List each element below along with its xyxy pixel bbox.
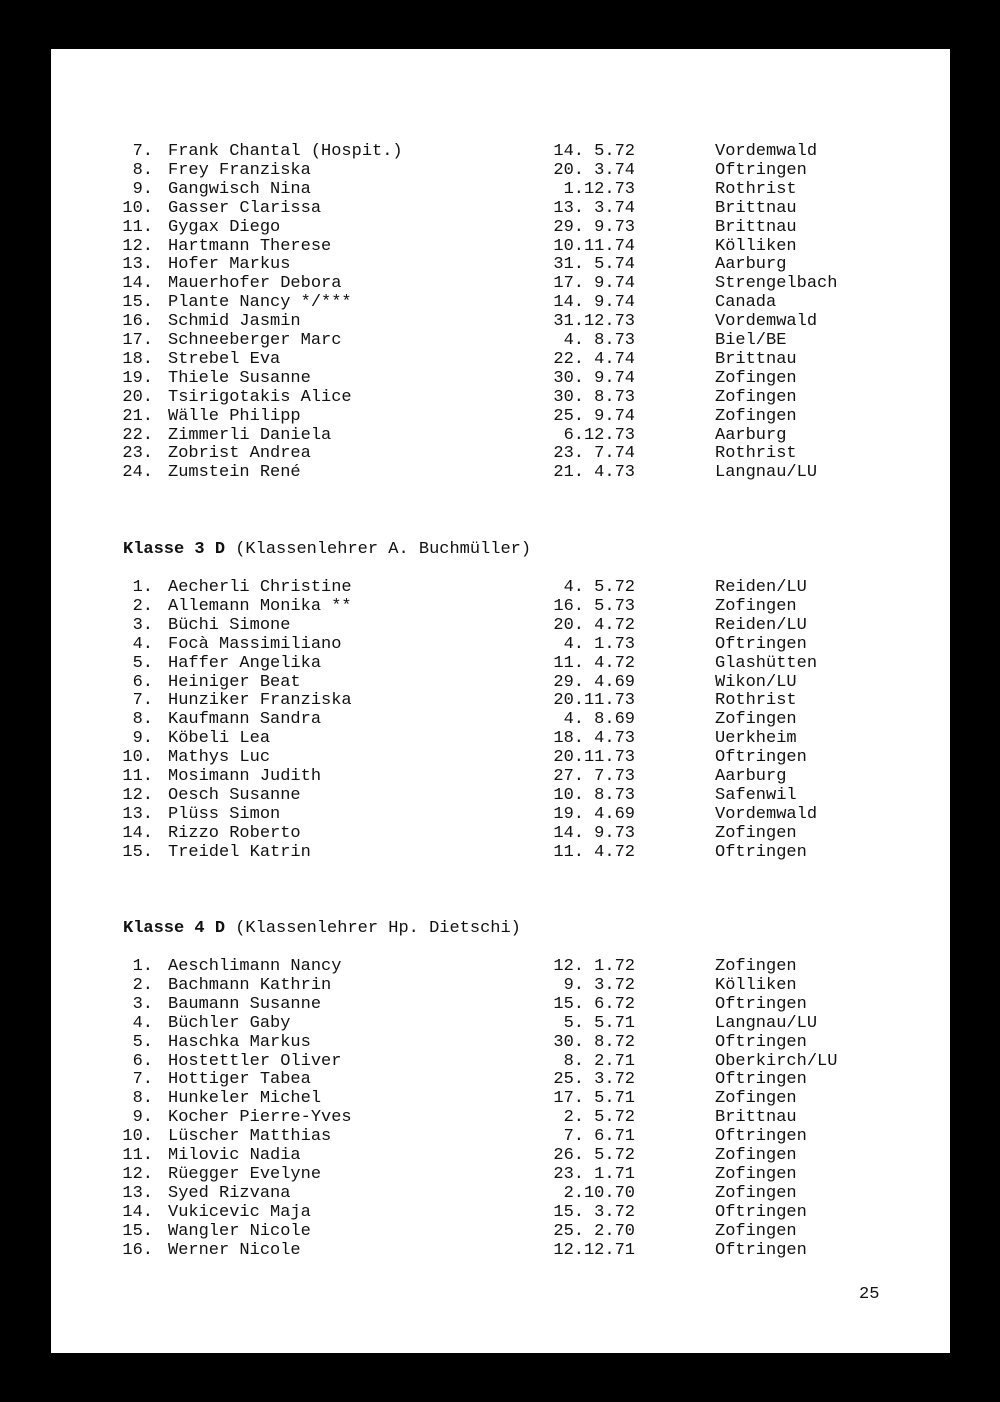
row-number: 16.	[122, 312, 153, 332]
home-town: Biel/BE	[715, 331, 787, 350]
home-town: Wikon/LU	[715, 672, 797, 692]
birth-date: 14. 9.74	[553, 293, 635, 313]
row-number: 11.	[122, 217, 153, 237]
student-name: Focà Massimiliano	[168, 634, 342, 654]
student-row	[51, 237, 950, 256]
student-row	[51, 1014, 950, 1033]
birth-date: 2.10.70	[563, 1183, 635, 1203]
student-name: Hostettler Oliver	[168, 1051, 342, 1071]
birth-date: 29. 9.73	[553, 217, 635, 237]
birth-date: 30. 9.74	[553, 368, 635, 388]
birth-date: 10. 8.73	[553, 785, 635, 805]
student-row	[51, 635, 950, 654]
home-town: Oftringen	[715, 1070, 807, 1090]
student-row	[51, 331, 950, 350]
student-row	[51, 1184, 950, 1203]
student-row	[51, 729, 950, 748]
student-name: Kaufmann Sandra	[168, 710, 322, 730]
student-row	[51, 463, 950, 482]
student-row	[51, 691, 950, 710]
student-row	[51, 444, 950, 463]
birth-date: 7. 6.71	[563, 1127, 635, 1147]
home-town: Langnau/LU	[715, 463, 818, 483]
student-name: Milovic Nadia	[168, 1146, 301, 1165]
home-town: Canada	[715, 293, 777, 313]
home-town: Oftringen	[715, 1240, 807, 1260]
student-row	[51, 1165, 950, 1184]
home-town: Zofingen	[715, 368, 797, 388]
student-name: Büchi Simone	[168, 615, 291, 635]
birth-date: 2. 5.72	[563, 1108, 635, 1128]
row-number: 13.	[122, 804, 153, 824]
student-row	[51, 616, 950, 635]
row-number: 3.	[132, 615, 153, 635]
home-town: Kölliken	[715, 975, 797, 995]
home-town: Zofingen	[715, 957, 797, 976]
student-row	[51, 388, 950, 407]
home-town: Brittnau	[715, 217, 797, 237]
row-number: 8.	[132, 160, 153, 180]
student-name: Vukicevic Maja	[168, 1202, 311, 1222]
student-name: Zobrist Andrea	[168, 444, 311, 464]
birth-date: 20. 3.74	[553, 160, 635, 180]
birth-date: 15. 3.72	[553, 1202, 635, 1222]
row-number: 24.	[122, 463, 153, 483]
student-row	[51, 748, 950, 767]
home-town: Oftringen	[715, 748, 807, 768]
birth-date: 25. 9.74	[553, 406, 635, 426]
birth-date: 14. 9.73	[553, 823, 635, 843]
student-name: Hunkeler Michel	[168, 1089, 322, 1109]
student-row	[51, 1241, 950, 1260]
row-number: 11.	[122, 1146, 153, 1165]
student-row	[51, 1127, 950, 1146]
student-row	[51, 805, 950, 824]
student-row	[51, 1222, 950, 1241]
birth-date: 30. 8.73	[553, 387, 635, 407]
home-town: Brittnau	[715, 349, 797, 369]
row-number: 12.	[122, 1164, 153, 1184]
row-number: 6.	[132, 1051, 153, 1071]
birth-date: 15. 6.72	[553, 994, 635, 1014]
row-number: 10.	[122, 748, 153, 768]
birth-date: 12. 1.72	[553, 957, 635, 976]
student-row	[51, 426, 950, 445]
birth-date: 25. 3.72	[553, 1070, 635, 1090]
birth-date: 11. 4.72	[553, 653, 635, 673]
student-name: Rizzo Roberto	[168, 823, 301, 843]
home-town: Rothrist	[715, 179, 797, 199]
birth-date: 30. 8.72	[553, 1032, 635, 1052]
student-row	[51, 597, 950, 616]
row-number: 7.	[132, 1070, 153, 1090]
birth-date: 20.11.73	[553, 691, 635, 711]
student-row	[51, 274, 950, 293]
student-row	[51, 957, 950, 976]
home-town: Vordemwald	[715, 804, 818, 824]
student-name: Bachmann Kathrin	[168, 975, 332, 995]
student-name: Haffer Angelika	[168, 653, 322, 673]
student-name: Oesch Susanne	[168, 785, 301, 805]
student-row	[51, 199, 950, 218]
row-number: 5.	[132, 1032, 153, 1052]
row-number: 9.	[132, 729, 153, 749]
birth-date: 31. 5.74	[553, 255, 635, 275]
row-number: 16.	[122, 1240, 153, 1260]
home-town: Brittnau	[715, 198, 797, 218]
home-town: Oftringen	[715, 994, 807, 1014]
student-row	[51, 1108, 950, 1127]
student-name: Aecherli Christine	[168, 578, 352, 597]
home-town: Oftringen	[715, 842, 807, 862]
row-number: 17.	[122, 331, 153, 350]
home-town: Aarburg	[715, 425, 787, 445]
student-name: Köbeli Lea	[168, 729, 271, 749]
student-name: Gangwisch Nina	[168, 179, 311, 199]
birth-date: 13. 3.74	[553, 198, 635, 218]
home-town: Zofingen	[715, 1164, 797, 1184]
home-town: Oftringen	[715, 160, 807, 180]
row-number: 20.	[122, 387, 153, 407]
student-name: Haschka Markus	[168, 1032, 311, 1052]
class-heading-teacher: (Klassenlehrer Hp. Dietschi)	[225, 919, 521, 938]
home-town: Kölliken	[715, 236, 797, 256]
row-number: 2.	[132, 975, 153, 995]
row-number: 18.	[122, 349, 153, 369]
home-town: Reiden/LU	[715, 615, 807, 635]
row-number: 1.	[132, 578, 153, 597]
birth-date: 4. 8.69	[563, 710, 635, 730]
birth-date: 20.11.73	[553, 748, 635, 768]
student-name: Mauerhofer Debora	[168, 274, 342, 294]
student-name: Syed Rizvana	[168, 1183, 291, 1203]
home-town: Safenwil	[715, 785, 797, 805]
home-town: Uerkheim	[715, 729, 797, 749]
student-name: Frey Franziska	[168, 160, 311, 180]
row-number: 11.	[122, 767, 153, 786]
home-town: Zofingen	[715, 387, 797, 407]
home-town: Vordemwald	[715, 312, 818, 332]
student-name: Hartmann Therese	[168, 236, 332, 256]
student-row	[51, 218, 950, 237]
student-row	[51, 1146, 950, 1165]
student-name: Strebel Eva	[168, 349, 281, 369]
birth-date: 21. 4.73	[553, 463, 635, 483]
class-heading-title: Klasse 4 D	[123, 919, 226, 938]
row-number: 4.	[132, 634, 153, 654]
home-town: Strengelbach	[715, 274, 838, 294]
row-number: 7.	[132, 142, 153, 161]
birth-date: 25. 2.70	[553, 1221, 635, 1241]
home-town: Glashütten	[715, 653, 818, 673]
student-row	[51, 293, 950, 312]
student-name: Hottiger Tabea	[168, 1070, 311, 1090]
row-number: 10.	[122, 198, 153, 218]
student-row	[51, 578, 950, 597]
student-name: Zumstein René	[168, 463, 301, 483]
row-number: 7.	[132, 691, 153, 711]
student-name: Wangler Nicole	[168, 1221, 311, 1241]
row-number: 9.	[132, 179, 153, 199]
birth-date: 23. 7.74	[553, 444, 635, 464]
birth-date: 4. 5.72	[563, 578, 635, 597]
row-number: 14.	[122, 1202, 153, 1222]
birth-date: 6.12.73	[563, 425, 635, 445]
student-name: Schmid Jasmin	[168, 312, 301, 332]
home-town: Oftringen	[715, 1202, 807, 1222]
birth-date: 20. 4.72	[553, 615, 635, 635]
birth-date: 11. 4.72	[553, 842, 635, 862]
class-heading	[123, 540, 531, 559]
student-row	[51, 824, 950, 843]
birth-date: 22. 4.74	[553, 349, 635, 369]
row-number: 12.	[122, 785, 153, 805]
student-name: Kocher Pierre-Yves	[168, 1108, 352, 1128]
row-number: 15.	[122, 293, 153, 313]
birth-date: 4. 1.73	[563, 634, 635, 654]
row-number: 13.	[122, 255, 153, 275]
row-number: 4.	[132, 1013, 153, 1033]
birth-date: 17. 9.74	[553, 274, 635, 294]
home-town: Zofingen	[715, 823, 797, 843]
student-name: Allemann Monika **	[168, 596, 352, 616]
home-town: Rothrist	[715, 691, 797, 711]
student-row	[51, 1033, 950, 1052]
row-number: 14.	[122, 823, 153, 843]
row-number: 6.	[132, 672, 153, 692]
row-number: 3.	[132, 994, 153, 1014]
document-page	[51, 49, 950, 1353]
student-name: Rüegger Evelyne	[168, 1164, 322, 1184]
home-town: Zofingen	[715, 710, 797, 730]
student-row	[51, 407, 950, 426]
birth-date: 26. 5.72	[553, 1146, 635, 1165]
student-row	[51, 786, 950, 805]
home-town: Zofingen	[715, 1221, 797, 1241]
birth-date: 4. 8.73	[563, 331, 635, 350]
student-row	[51, 369, 950, 388]
student-row	[51, 350, 950, 369]
home-town: Rothrist	[715, 444, 797, 464]
student-name: Plüss Simon	[168, 804, 281, 824]
birth-date: 8. 2.71	[563, 1051, 635, 1071]
row-number: 22.	[122, 425, 153, 445]
student-row	[51, 1089, 950, 1108]
student-name: Mosimann Judith	[168, 767, 322, 786]
student-name: Aeschlimann Nancy	[168, 957, 342, 976]
student-row	[51, 142, 950, 161]
home-town: Oftringen	[715, 1032, 807, 1052]
student-row	[51, 255, 950, 274]
home-town: Zofingen	[715, 1089, 797, 1109]
student-name: Tsirigotakis Alice	[168, 387, 352, 407]
student-name: Gygax Diego	[168, 217, 281, 237]
row-number: 8.	[132, 710, 153, 730]
row-number: 1.	[132, 957, 153, 976]
home-town: Aarburg	[715, 255, 787, 275]
home-town: Reiden/LU	[715, 578, 807, 597]
row-number: 15.	[122, 1221, 153, 1241]
row-number: 5.	[132, 653, 153, 673]
row-number: 2.	[132, 596, 153, 616]
home-town: Aarburg	[715, 767, 787, 786]
class-heading-title: Klasse 3 D	[123, 540, 226, 559]
home-town: Vordemwald	[715, 142, 818, 161]
student-name: Plante Nancy */***	[168, 293, 352, 313]
home-town: Zofingen	[715, 596, 797, 616]
student-name: Mathys Luc	[168, 748, 271, 768]
birth-date: 14. 5.72	[553, 142, 635, 161]
home-town: Oftringen	[715, 634, 807, 654]
birth-date: 23. 1.71	[553, 1164, 635, 1184]
birth-date: 9. 3.72	[563, 975, 635, 995]
student-row	[51, 995, 950, 1014]
student-row	[51, 161, 950, 180]
birth-date: 18. 4.73	[553, 729, 635, 749]
birth-date: 19. 4.69	[553, 804, 635, 824]
student-name: Zimmerli Daniela	[168, 425, 332, 445]
birth-date: 1.12.73	[563, 179, 635, 199]
student-row	[51, 767, 950, 786]
student-row	[51, 1070, 950, 1089]
row-number: 10.	[122, 1127, 153, 1147]
row-number: 21.	[122, 406, 153, 426]
row-number: 14.	[122, 274, 153, 294]
student-name: Frank Chantal (Hospit.)	[168, 142, 403, 161]
student-name: Hofer Markus	[168, 255, 291, 275]
student-row	[51, 654, 950, 673]
student-name: Treidel Katrin	[168, 842, 311, 862]
row-number: 23.	[122, 444, 153, 464]
birth-date: 16. 5.73	[553, 596, 635, 616]
home-town: Oftringen	[715, 1127, 807, 1147]
row-number: 15.	[122, 842, 153, 862]
birth-date: 10.11.74	[553, 236, 635, 256]
student-row	[51, 1052, 950, 1071]
student-row	[51, 673, 950, 692]
student-row	[51, 312, 950, 331]
row-number: 13.	[122, 1183, 153, 1203]
birth-date: 12.12.71	[553, 1240, 635, 1260]
student-row	[51, 1203, 950, 1222]
student-name: Büchler Gaby	[168, 1013, 291, 1033]
home-town: Oberkirch/LU	[715, 1051, 838, 1071]
home-town: Langnau/LU	[715, 1013, 818, 1033]
home-town: Zofingen	[715, 1146, 797, 1165]
student-name: Lüscher Matthias	[168, 1127, 332, 1147]
row-number: 12.	[122, 236, 153, 256]
row-number: 8.	[132, 1089, 153, 1109]
student-name: Schneeberger Marc	[168, 331, 342, 350]
birth-date: 27. 7.73	[553, 767, 635, 786]
student-row	[51, 976, 950, 995]
student-name: Heiniger Beat	[168, 672, 301, 692]
birth-date: 29. 4.69	[553, 672, 635, 692]
class-heading-teacher: (Klassenlehrer A. Buchmüller)	[225, 540, 532, 559]
home-town: Zofingen	[715, 406, 797, 426]
student-row	[51, 180, 950, 199]
student-name: Hunziker Franziska	[168, 691, 352, 711]
student-name: Baumann Susanne	[168, 994, 322, 1014]
birth-date: 31.12.73	[553, 312, 635, 332]
student-row	[51, 843, 950, 862]
birth-date: 5. 5.71	[563, 1013, 635, 1033]
student-name: Thiele Susanne	[168, 368, 311, 388]
birth-date: 17. 5.71	[553, 1089, 635, 1109]
page-number: 25	[859, 1285, 880, 1304]
class-heading	[123, 919, 521, 938]
home-town: Brittnau	[715, 1108, 797, 1128]
student-name: Werner Nicole	[168, 1240, 301, 1260]
row-number: 19.	[122, 368, 153, 388]
student-name: Gasser Clarissa	[168, 198, 322, 218]
student-row	[51, 710, 950, 729]
student-name: Wälle Philipp	[168, 406, 301, 426]
home-town: Zofingen	[715, 1183, 797, 1203]
row-number: 9.	[132, 1108, 153, 1128]
